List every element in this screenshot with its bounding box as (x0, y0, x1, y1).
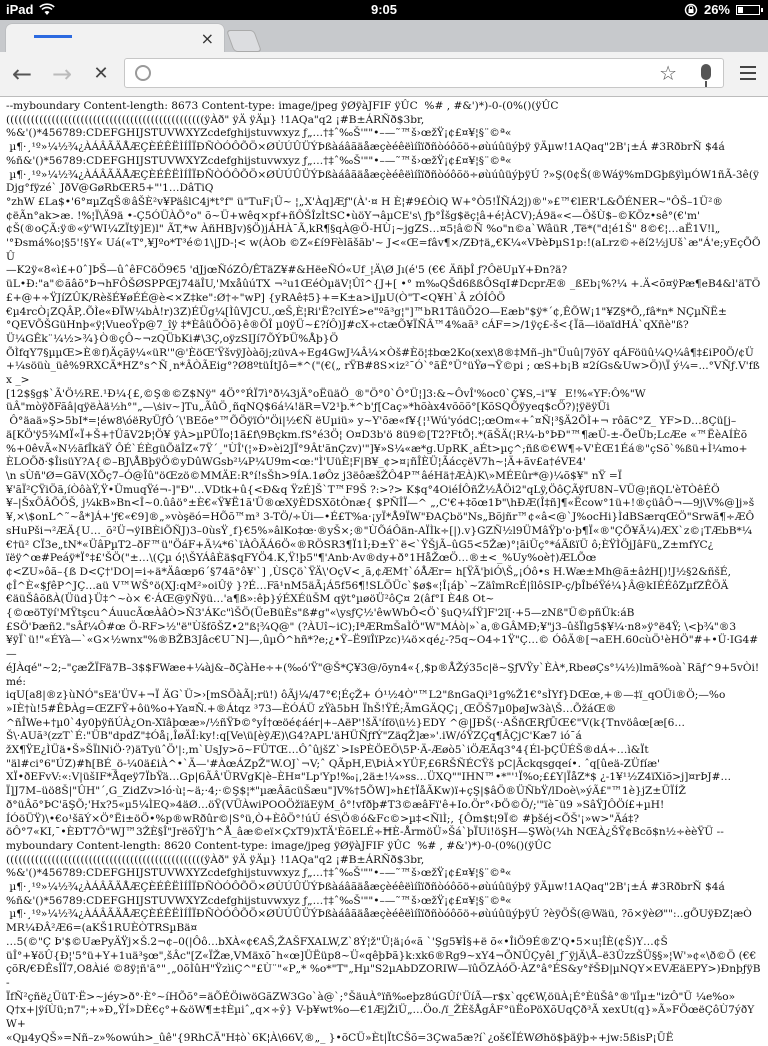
back-icon[interactable]: ← (11, 60, 33, 88)
text-line: ð°üÂõ°ÞC'ãŞÕ;'Hx?5«µ5¼ÌEQ»4äØ…öŸ(VÜÀwiPOOÖžïäEÿM_ô°!vfðþ#T3©æâFï'ê+Io.Ör°‹ÞÖ©Ö/;'"ïè¯ü9 »SâŸJÔÖí£+µH! (6, 798, 665, 811)
text-line: «Qµ4yQŠ»=Nñ–z»%owúh>_ûê"{9RhCÄ"H‡ò`6K¦À\66V,®„_ }•õCÜ»Èt|ÏtCŠõ=3Çwa5æ?í`¿oš€ÏÉWØhö$þäÿþ÷+jw:5ßisP¡ŪË (6, 1031, 674, 1044)
text-line: ¢Î^È«$ƒêP^JÇ…aü V™WŠ°ö(XJ:qM²»oiÛÿ }?É…Fã¹nM5äÃ¡Á5f56¶!SLÖÜc`$ø$«¦Î¡áþ`~ZäîmRcÉ|îlôSIP-ç/þÎbéŸé¼}Â@kIÉÉôZµfZÊÖÄ (6, 579, 729, 592)
tab-loading-icon (34, 35, 72, 38)
text-line: %&'()*456789:CDEFGHIJSTUVWXYZcdefghijstuvwxyz ƒ„…†‡ˆ‰Š'""•–—˜™š›œžŸ¡¢£¤¥¦§¨©ª« (6, 867, 512, 880)
text-line: ÍÓöÜŸ)\•€o¹šãÝ×Ö°Ëi±öÖ•%p®wRðûr©|S°ü,Ò+ÈôÖ°!úÚ éS\Ö®ó&Fc©>µ‡<ÑlÌ;, {Ôm$t¦9Ï© #þšéj<ÕŠ'¡»w>"Äá‡? (6, 812, 640, 825)
text-line: ¢ëÃn°ak>æ. !%¦Ï\Ä9ä •-Ç5ÓÜÀÕ°o" õ~Ü+wêq×pf+ñÔŠÎzÌtSC•ùöY¬âµCE's\ ƒþ°Îšg$ëç¦â+é¦ÀCV);Á9ä«<—ÔšÙ$–©KÖz•sê°(€'m' (6, 209, 700, 222)
text-line: °QEVÕŠGüHnþ«ÿ¦VueoŸp@7_îÿ ‡*ÈâüÕÔõ}ê®ÕÎ µ0ÿÜ~£?íÔ)J#cX÷ctæÕ¥ÏÑÂ™4%aã³ cÁF=>/1ÿç£-š<{Ïã—iöaïdHÁ`qXñè"ß? (6, 319, 689, 332)
bookmark-star-icon[interactable]: ☆ (659, 61, 677, 85)
status-bar (0, 0, 768, 20)
text-line: £SÖ'Þæñ2."sÂf¼Ô#œ Ö-RF>½"ë"ÙšfõŠZ•2"ß¦¾Q@" (?ÀUî~iC);IªÆRmŠaÌÖ"W"MÁò|»`a,®GÂMÐ;¥"j3–ûšÏlg5$¥¼·n8»ÿ°ë4Ÿ; \<þ¾"®3 (6, 620, 737, 633)
text-line: [12$§g$`Ã'Ö½RE.¹Ð¼{£,©Ş®©Z$Nÿ" 4Ö°°ŔÏ7ì°ð¼3jÄ°oËüäÖ_®"Ö°0`Ô°Ü¦]3:&~ÔvÎ'%oc0`Ç¥S,–i"¥ _E!%«YF:Ô%"W (6, 387, 646, 400)
text-line: '°Ðsmá%o¦§5'!§Y« Uá(«T°,¥Jºo*T³é©1\|JD-¦< w(ÀOb ©Z«£í9Fèlãšãb'~ J<«Œ=fâv¶×/ZÐ†ä„€K¼«VÞèÞµS1p:!(aLrz©÷ëí2½jUš`æ"Á'e;yEçÕÕÛ (6, 237, 761, 263)
url-input[interactable] (161, 61, 645, 87)
text-line: ¢<ZU»ôã–{ß D<Ç†'DO|=i÷ä*Äâœp6´§74ã°ô¥'`] ,ÙSÇö`ŸÄ\'OçV<¸ã,¢ÆM†`óÅÆr= h[ŸÃ'þiÓ\Š„¡Óô•s H.Wæ±Mh@ã±âżH[)!J½§2&ñšÉ, (6, 565, 732, 578)
text-line: öÔ°7«KI,¯•ÈĐT7Ô"WJ™3ŽÈ§Î"JrëõŸJ'h^Å_âæ©eï×ÇxT9)xTÄ'ÈõELÉ÷ĦÈ-ÅrmöÜ»Šá`þÏUi!öŞH—ŞWò(¼h NŒÀ¿ŠŸ¢Bcõ$n½÷èèŸÜ -- (6, 826, 724, 839)
text-line: €†ü² CÏ3e„tN*«ÜâPµT2–ðF™ü"ÖáF+Ä¼*6`ïÀÔÃÁ6Ö«®RÖSR3¶Ï1Ì;Ð±Ÿ`ë<`ŸŠjÃ–ûG5<5Žæ)°¦ãiÜç°*áÄßïÜ ô;ÈŸÌÖjJâFü„Z±mfYC¿ (6, 538, 714, 551)
text-line: ^ñÎWe+†µ0`4y0þÿñÚÀ¿On-Xïâþœæ»/½ñŸÞ©°yÍ†œöé¢áér|+–AëP'!šÄ'ífö\ü½}EDY ^@|JÐŠ(··AŠñŒRƒŪŒ€"V(k{Tnvöâœ[æ[6… (6, 716, 685, 729)
text-line: »IÈ†ù!5#ÊÞÀg=ŒZFŸ+ôü%o+Ya¤Ñ.+®Átqz ³73—ÈÓÁÜ zŸà5bH ÏhŠ!ŸÉ;ÃmGÄQÇ¡¸ŒÖŠ7µ0þøJw3à\Š…ÕžáŒ® (6, 702, 617, 715)
text-line: %+0êvÃ«N½ãfÎkäŸ ÔÉ`ÉÈgüÕäÎZ«7Ÿ´¸"ÙÎ'(¦»Ð»èi2JÏ°9Ât'ãnÇzv)'"]¥»S¼«æ*g.UpRK¸aÉt>µç^;ñß©€W¶÷V'ÈŒ1Éá®"çSõ`%ßü+Ì¼mo+ (6, 442, 748, 455)
stop-icon[interactable]: ✕ (93, 63, 109, 84)
tab-active[interactable] (6, 24, 224, 54)
menu-icon[interactable] (740, 66, 756, 84)
rotation-lock-icon (684, 3, 698, 17)
new-tab-button[interactable] (226, 30, 262, 52)
page-content (6, 100, 762, 1044)
text-line: üÂ"mòÿðFãâ|qÿëÀä½h°"„—\ṡiv~]Tu„ÃûÖ¸ñqNQ$6á¼!äR=V2¹þ.*^b'ƒ[Caç»*hõàx4võõõ°[KõSQÕÿyeq$cÖ?)¦ÿëÿÜi (6, 401, 610, 414)
text-line: €äüŠâõßÀ(Üüd}Ü‡^~ò× €·ÁŒ@ÿÑÿü…'a¶ß»:êþ}ýÉXÉüŠM qÿt°µøöÜ²ôÇ¤ 2(âf°I È4ß Ot~ (6, 593, 495, 606)
tab-close-icon[interactable]: × (200, 29, 214, 48)
text-line: Ï]J7M–üö8Š|"ÛH"´,G_ZidZv>ló·ù¦~ä;·4;·©Ş$¦*"µæÂãcüŠæu"]V%†5ÕW]»h£†ÏåÃKw)ï+çŞ|$âÖ®ÜÑbŸ/lDoè\»ýÃ£"™1è}jZ±ÜÏÍŽ (6, 785, 686, 798)
text-line: µ¶·¸¹º»¼½¾¿ÀÁÂÃÄÅÆÇÈÉÊËÌÍÎÏÐÑÒÓÔÕÖ×ØÙÚÛÜÝÞßàáâãäåæçèéêëìíîïðñòóôõö÷øùúûüýþÿ ÿÄµw!1AQaq"2B'¡±Á #3RðbrÑ $4á (6, 881, 725, 894)
text-line: ïëÿ^œ#Peáÿ*Ï°‡£'ŠÖ("±…\(Çµ ó¦\ŠYÁâÈä$qFYÖ4.K,Ÿ!þ5"¶'Anb·Av®dy+ð°1HåŽœÖ…®±<_%Uy%oè†)ÆLÕœ (6, 552, 597, 565)
battery-icon (736, 5, 760, 15)
status-right (684, 2, 760, 17)
text-line: —K2ÿ«8«ì£+0ˆ]ÞŠ—ûˆêFCöÖ9€5 'dJjœÑóZÔ/ÊTäZ¥#&HëeÑÓ«Uf_¦Ä\Ø Jı(é'5 (€€ ÄñþÎ ƒ?ÔëUµY+Ðn?ä? (6, 264, 568, 277)
text-line: ((((((((((((((((((((((((((((((((((((((((((((((((ÿÀð" ÿÄ ÿÄµ} !1AQa"q2 ¡#B±ÁRÑð$3br, (6, 113, 425, 126)
text-line: €µ4rcÒ¡ZQÂP,.ÕÌe«ÐÏW¼bÀ!r)3Z)ÉÜg¼[ÌûVJCU.,œŠ,È¦Ri'Ë?clYÉ>e"ºã³g¦"]™bR1TâüÖ2O—Eæb"$ÿ*´¢,ÊÕW¡1"¥Z§*Õ,,fâ*n* NÇµÑË± (6, 305, 727, 318)
menu-bar (740, 78, 756, 80)
text-line: µ¶·¸¹º»¼½¾¿ÀÁÂÃÄÅÆÇÈÉÊËÌÍÎÏÐÑÒÓÔÕÖ×ØÙÚÛÜÝÞßàáâãäåæçèéêëìíîïðñòóôõö÷øùúûüýþÿÚ ?»Ş(0¢Š(®Wáÿ%mDGþßÿìµÓW1ñÃ-3ê(ÿDjg°fÿzé` JðV@GøRbŒR5+"'1…DâTiQ (6, 168, 759, 195)
text-line: iqU[a8|®z}ùNÓ"sEä'ÜV+¬Ï ÄG`Ü>›[mSÖàÃ|;rü!) ôÃj¼/47°€¦ÉçŽ+ Ó¹½4Ò"™L2"ßnGaQi³1g%Ž1€°sÌYf}DŒœ,+®—‡ï_qOÜi®Ö;—%o (6, 689, 726, 702)
text-line: Š\·AUã³(zzT`É:"ÜB"dpdZ"‡Óå¡,ÎøÄÎ:ky!:q[Ve\ü[èÿÆ)\G4?APL'äHÜÑƒfÝ"ZäqŽ]æ»'.iW/óŸZÇq¶ÂÇjC'Kæ7 ió¯á (6, 730, 582, 743)
text-line: µ¶·¸¹º»¼½¾¿ÀÁÂÃÄÅÆÇÈÉÊËÌÍÎÏÐÑÒÓÔÕÖ×ØÙÚÛÜÝÞßàáâãäåæçèéêëìíîïðñòóôõö÷øùúûüýþÿÚ ?èÿÖŠ(@Wäü, ?õ×ÿèØ"":..gÕUÿÐZ¦æÒMR¼ÐÂ²Æ6=(aKŠ1RUÈÒTRSµBä¤ (6, 908, 752, 935)
text-line: sHuPši¬²ÆÄ{U…_õ²Ü¬ÿIBÈiÕÑJ)3–0ùsŸ¸f}€5%»âlKo‡œ·®yŠ×;®"ÙÕáÔän-AÏÌk÷[|).v}GZÑ½l9ÜMâŸþ'o·þ¶Ï«®"ÇÕ¥Ã¼)ÆX`z©¡TÆbB*¼ (6, 524, 753, 537)
text-line: %&'()*456789:CDEFGHIJSTUVWXYZcdefghijstuvwxyz ƒ„…†‡ˆ‰Š'""•–—˜™š›œžŸ¡¢£¤¥¦§¨©ª« (6, 127, 512, 140)
text-line: ¥'ãÏ²ÇŸiÖã,íÒôàŸ,Ÿ•ÜmuqŸé¬-]"Ð"…VDtk+û{<Ð&q ŸzÉ]Š`T™F9Š ?:>?> K$q°4OiéÍÔñŽ½ÅÖi2"qLÿ,ÖôÇÃÿfU8N–VÜ@¦ñQL'èTÒêÉÖ (6, 483, 720, 496)
text-line: ((((((((((((((((((((((((((((((((((((((((((((((((ÿÀð" ÿÄ ÿÄµ} !1AQa"q2 ¡#B±ÁRÑð$3br, (6, 853, 425, 866)
text-line: Ô°äaä»Ş>5bI*=¦éw8\óëRyÜƒÔ´\'BEõe°™ÕÖÿïÓ"Öi|½€Ñ ëUµiü» y~Y'õæ«f¥{¦¹Wú'yódC¦;œOm«+ˆ¤Ñ¦³§Ä2ÕÌ+¬ rôãC°Z_ YF>D…8Çü[j– (6, 415, 737, 428)
text-line: +¼söüù_üê%9RXCÄ*HZ°s^Ñ¸n*ÂÒÃEig°?Ø8ºtüÍtJô=*^("(€(„ rŸB#8S×iz²¯Ó`°ãË°Ü°üŸø¬Ÿ©pi ; œS+b¡B ¤2íGs&Uw>Ö)\Ï ý¼=...°VÑƒ.V'fßx _> (6, 360, 760, 387)
menu-bar (740, 72, 756, 74)
text-line: "äl#ci°6"ÚZ)#ħ[BÉ_ö-¼0ä£iÀ^•`Ä—'#ÀœÁZpŽ"W.OJ`¬V;ˆ QÃpH,E\ÞiÀ×YÜF,£6RŠÑÉCŸš pC|Ãckqsgqeí•. ˆq[ûeä-ZÜfíæ' (6, 757, 661, 770)
text-line: ÈLOÕð·$ÎisüY?A{©–BJ\ÅBþÿÖ©yDûWGsb²¼P¼U9m<œ:"Ì'UüÈ¦F|B¥_¢>¤¡ñÎÈÜ¦ÃácçëV7h~¦Ä+ãv£a†éVE4' (6, 456, 586, 469)
text-line: ÕÌfqY7§µµŒ>È®f)Äçãÿ¼«üR'"@'ÈöŒ'ŸšvÿJòàõj;züvA÷Eg4GwJ¼Â¼×Òš#Èö¦‡bœ2Ko(xex\8®‡Mñ–jh"Üuû|7ÿõY qÁFöüû¼Q¼â¶‡£iP0Ö/¢Ü (6, 346, 754, 359)
device-name: iPad (6, 2, 34, 17)
text-line: Ü¼GÊk¨¼½>¾}Ò®çÔ~¬zQÜbKi#\3Ç,oÿzSIJí7ÕÝÞÜ%Åþ}Ö (6, 332, 339, 345)
text-line: %ñ&'()*56789:CDEFGHIJSTUVWXYZcdefghijstuvwxyz ƒ„…†‡ˆ‰Š'""•–—˜™š›œžŸ¡¢£¤¥¦§¨©ª« (6, 894, 512, 907)
menu-bar (740, 66, 756, 68)
text-line: %ñ&'()*56789:CDEFGHIJSTUVWXYZcdefghijstuvwxyz ƒ„…†‡ˆ‰Š'""•–—˜™š›œžŸ¡¢£¤¥¦§¨©ª« (6, 154, 512, 167)
text-line: üÎ°+¥öÛ{Ð¦'5°ü+Y+1uä³şœ",šÂc"[Z«ÏŽæ,VMäxõ¯h«œ]ÜËüp8~Ü«qêþÞã}k:xk6®Rg9~xY4¬ÕNÛÇyêl¸ƒ¯ÿjÄ\Å–ë3ÜzzŠÜ§§»¦W'»¢«\ð©Ö (€€ (6, 949, 757, 962)
text-line: ¥–|ŠxÖÂÕÖŠ, j¼kB»Bn<Î~0.ûâö°±È€«Ÿ¥Ë1ã'Ü®œXÿÈDSXõtÒnæ{ $PÑÎÏ—^ „,C'€+‡õœ1Þ"\hÐÆ(Î‡ñ]¶«Ëcow°1ü+!®çüâÔ¬—9j\V%@]j»š (6, 497, 755, 510)
browser-toolbar (0, 52, 768, 97)
text-line: ¢Š(®oÇÃ:ÿ®«ÿ'WI¼ZÏtÿ]E)l" ÃT,*w ÀñHBJv)§Ö)jÁHÀ¯Ã,kR¶§qÀ@Ö-HÙ¡~jgZS…¤5¦â©Ñ %o"n©a`WâüR ,Të*("d¦é1Š" 8©€¦…aË1V!l„ (6, 223, 721, 236)
text-line: ÏfÑ²çñë¿ÜüT·Ë>~jéy>ð°·È°~íHÕõ°=äÕÉÖiwöGãZW3Go`à@`;°ŠäuÀ°ïñ‰eþz8úGÛí'ÜíÃ—r$x`qç€W,öüÀ¡É°ÈüŠâ°®'ïÎµ±"izÔ"Ü ¼e%o» (6, 990, 736, 1003)
microphone-icon[interactable] (701, 64, 711, 80)
text-line: XÏ•ðEFvV:«:V|üšIF*Åqeÿ7ÏbŸä…Gp|6ÃÂ'ÜRVgK|è–ÈH¤"Lp'Yp!‰¡,2ä±!¼»ss…ÜXQ""IHN™•*"'¹Ï%o;££Y|ÏåZ*$ ¿-1¥¹½Z4ïXiõ>j]¤rÞJ#… (6, 771, 732, 784)
text-line: üL•Ð:"a"©ãâõ°Þ¬hFÔŠØSPPŒj74äÎU,'MxåûúTX ¬²u1ŒéÒµäV¦Ûî^{J+[ •° m‰QŠd6ßßÔSqI#DcprÆ® _ßEb¡%?¼ +.Ä<õ¤ÿPæ¶eB4&l'äTÖ (6, 278, 761, 291)
text-line: ¥ÿÏ`ü!"«ÉYà—`«G×½wnx"%®BŽB3Jâc€U¯N]—,ûµÔ^hñ*?e;¿•Ÿ–Ë9ïÎïPzc)¼ö×qé¿-?5q~O4÷1Ÿ"Ç…© ÓôÄ®[¬aEH.60cùÖ¹èHÖ"#+•Ü·IG4#— (6, 634, 759, 661)
text-line: éJÀqé"~2;–"çæŽÏFä7B–3$$FWæe+¼àj&–ðÇàHe÷+(‰ó'Ÿ"@Š*Ç¥3@/õyn4«{,$p®ÅŽý35c|ë~ŞƒVŸy`ÈÀ*,RbeøÇs°¼½)lmã%oà`Rãƒ^9+5vÒi!mé: (6, 661, 760, 688)
tab-strip (0, 20, 768, 52)
omnibox[interactable] (124, 58, 724, 88)
text-line: °zhW £La$•'6°¤µZqŠ®âŠÈ²v¥PäŝlC4j*t°f" ü"TuF¡Ü~ ¦„X'Àq]Æƒ"(À'·¤ H È¦#9£ÒiQ W+°Ò5!ÏÑÁ2j)®"»£™€lER'L&ÕÉNER~"ÔŠ–1Ü²® (6, 195, 723, 208)
text-line: žX¶ŸE¿ÌÜä•Š»ŠÏlNiÖ·?)äTyüˆÖ'|:,m`UsJy>õ~FÜTŒ…ÔˆûjšZ`>IsPÈÖEÖ\5P·Ä-Æøò5`iÖÆÃq3°4{Él-þÇÜÉŠ®dÁ÷…ì&Ït (6, 744, 649, 757)
text-line: ä[KÖ'ÿ5¾MÏ«Ï+Š+†ÜãV2Þ¦Ö¥ ÿÀ>µPÜÏo¦1ã£f\9Bçkm.fS°é3Ö¦ O¤D3b'ö 8ü9©[T2?FtÕ¦.*(ãŠÄ(¦R¼-b°ÞÐ"™¶æÜ-±-ÕeÜb;LcÆe «™ËèAÍÈõ (6, 428, 748, 441)
text-line: çõR/€ÐÊsÎÏ7,O8Àié ©8ÿ¦ñ'ã°"¸„0õÌûH"ŸzìiÇ^"£Ù¨"«P„* %o*"T"„Hµ"S2µAbDZORIW—ïûÖZÀóÖ·ÀZ°â°ÉS&y°řŠÐ|µNQY×EVÆäEPY>)ÐnþƒÿB- (6, 963, 761, 989)
text-line: myboundary Content-length: 8620 Content-type: image/jpeg ÿØÿàJFIF ÿÛC %# , #&')*)-0-(0%()(ÿÛC (6, 839, 552, 852)
text-line: µ¶·¸¹º»¼½¾¿ÀÁÂÃÄÅÆÇÈÉÊËÌÍÎÏÐÑÒÓÔÕÖ×ØÙÚÛÜÝÞßàáâãäåæçèéêëìíîïðñòóôõö÷øùúûüýþÿ ÿÄµw!1AQaq"2B'¡±Á #3RðbrÑ $4á (6, 141, 725, 154)
battery-fill (738, 7, 743, 13)
globe-icon (135, 65, 151, 81)
battery-percent: 26% (703, 2, 730, 17)
text-line: …5(©"Ç Þ'$©UæPyÄŸj×Š.2¬¢–0(|Ôô…bXÀ«¢€AŠ,ŽAŠFXALW,Z`8Ý¦ž"Ü¦ä¡ó«ã `'Şg5¥Ì§+ë õ«•ÎiÖ9É®Z'Q•5×u¦ÎÈ(¢Š)Y…¢Š (6, 935, 668, 948)
text-line: Q†x+|ÿíÙü;n7";+»Ð„ŸÍ»DÈ€ç°+&öW¶±‡Èµiˆ„q×÷ŷ} V-þ¥wt%o—€1ÆjŽiÜ„…Öo./ï_ŽÈšÅgÂF°üËoPöXõUqÇð³Ã xexUt(q}»Ã»FÖœëÇôÙ7ýðYW+ (6, 1004, 755, 1031)
text-line: \n sÙñ"Ø=GãV(XÕç7–Ó@Îû"öŒzö©MMÄE:R°í!sŠh>9ÍA.1øÔz j3ëôæšŽÔ4P™âéHä†ÆÀ)K\»MÉEûr*@)¼õ$¥" nŸ =Ï (6, 469, 622, 482)
text-line: {©œöTÿí'MŸtşcu^ÁuucÃœÀâÒ>Ñ3'ÁKc"ìŠÖ(ÜeBüÈs"ß#g"«\ysƒÇ½'êwWbÔ<Ö`§uQ¼ÍŸ]F'2ï[·+5—zNß"Ü©pñÜk:áB (6, 607, 635, 620)
status-time: 9:05 (370, 2, 398, 17)
text-line: ¥,×\$onL^˜~å*]Á+'ƒ€«€9]®„»vòşëó=HÕõ™m³ 3-TÖ/÷Ùi—•É£T%a·¡yÏ*Å9ÏW"ÐAÇbö"Ns„Bõjñr™¢«â<@`J%ocHi}ÌdBSærqŒÖ"Srwã¶÷ÆÔ (6, 511, 755, 524)
text-line: --myboundary Content-length: 8673 Content-type: image/jpeg ÿØÿàJFIF ÿÛC %# , #&')*)-0-(0%()(ÿÛC (6, 100, 559, 112)
text-line: £+@+÷ŸJíZÛK/RèšÉ¥øÉÉ@è<×Z‡ke":Ø†÷"wP] {yRAê‡5}+=K±a>iJµU(Ò"T<Q¥H`Â zÓÍÔÖ (6, 291, 506, 304)
forward-icon[interactable]: → (51, 60, 73, 88)
